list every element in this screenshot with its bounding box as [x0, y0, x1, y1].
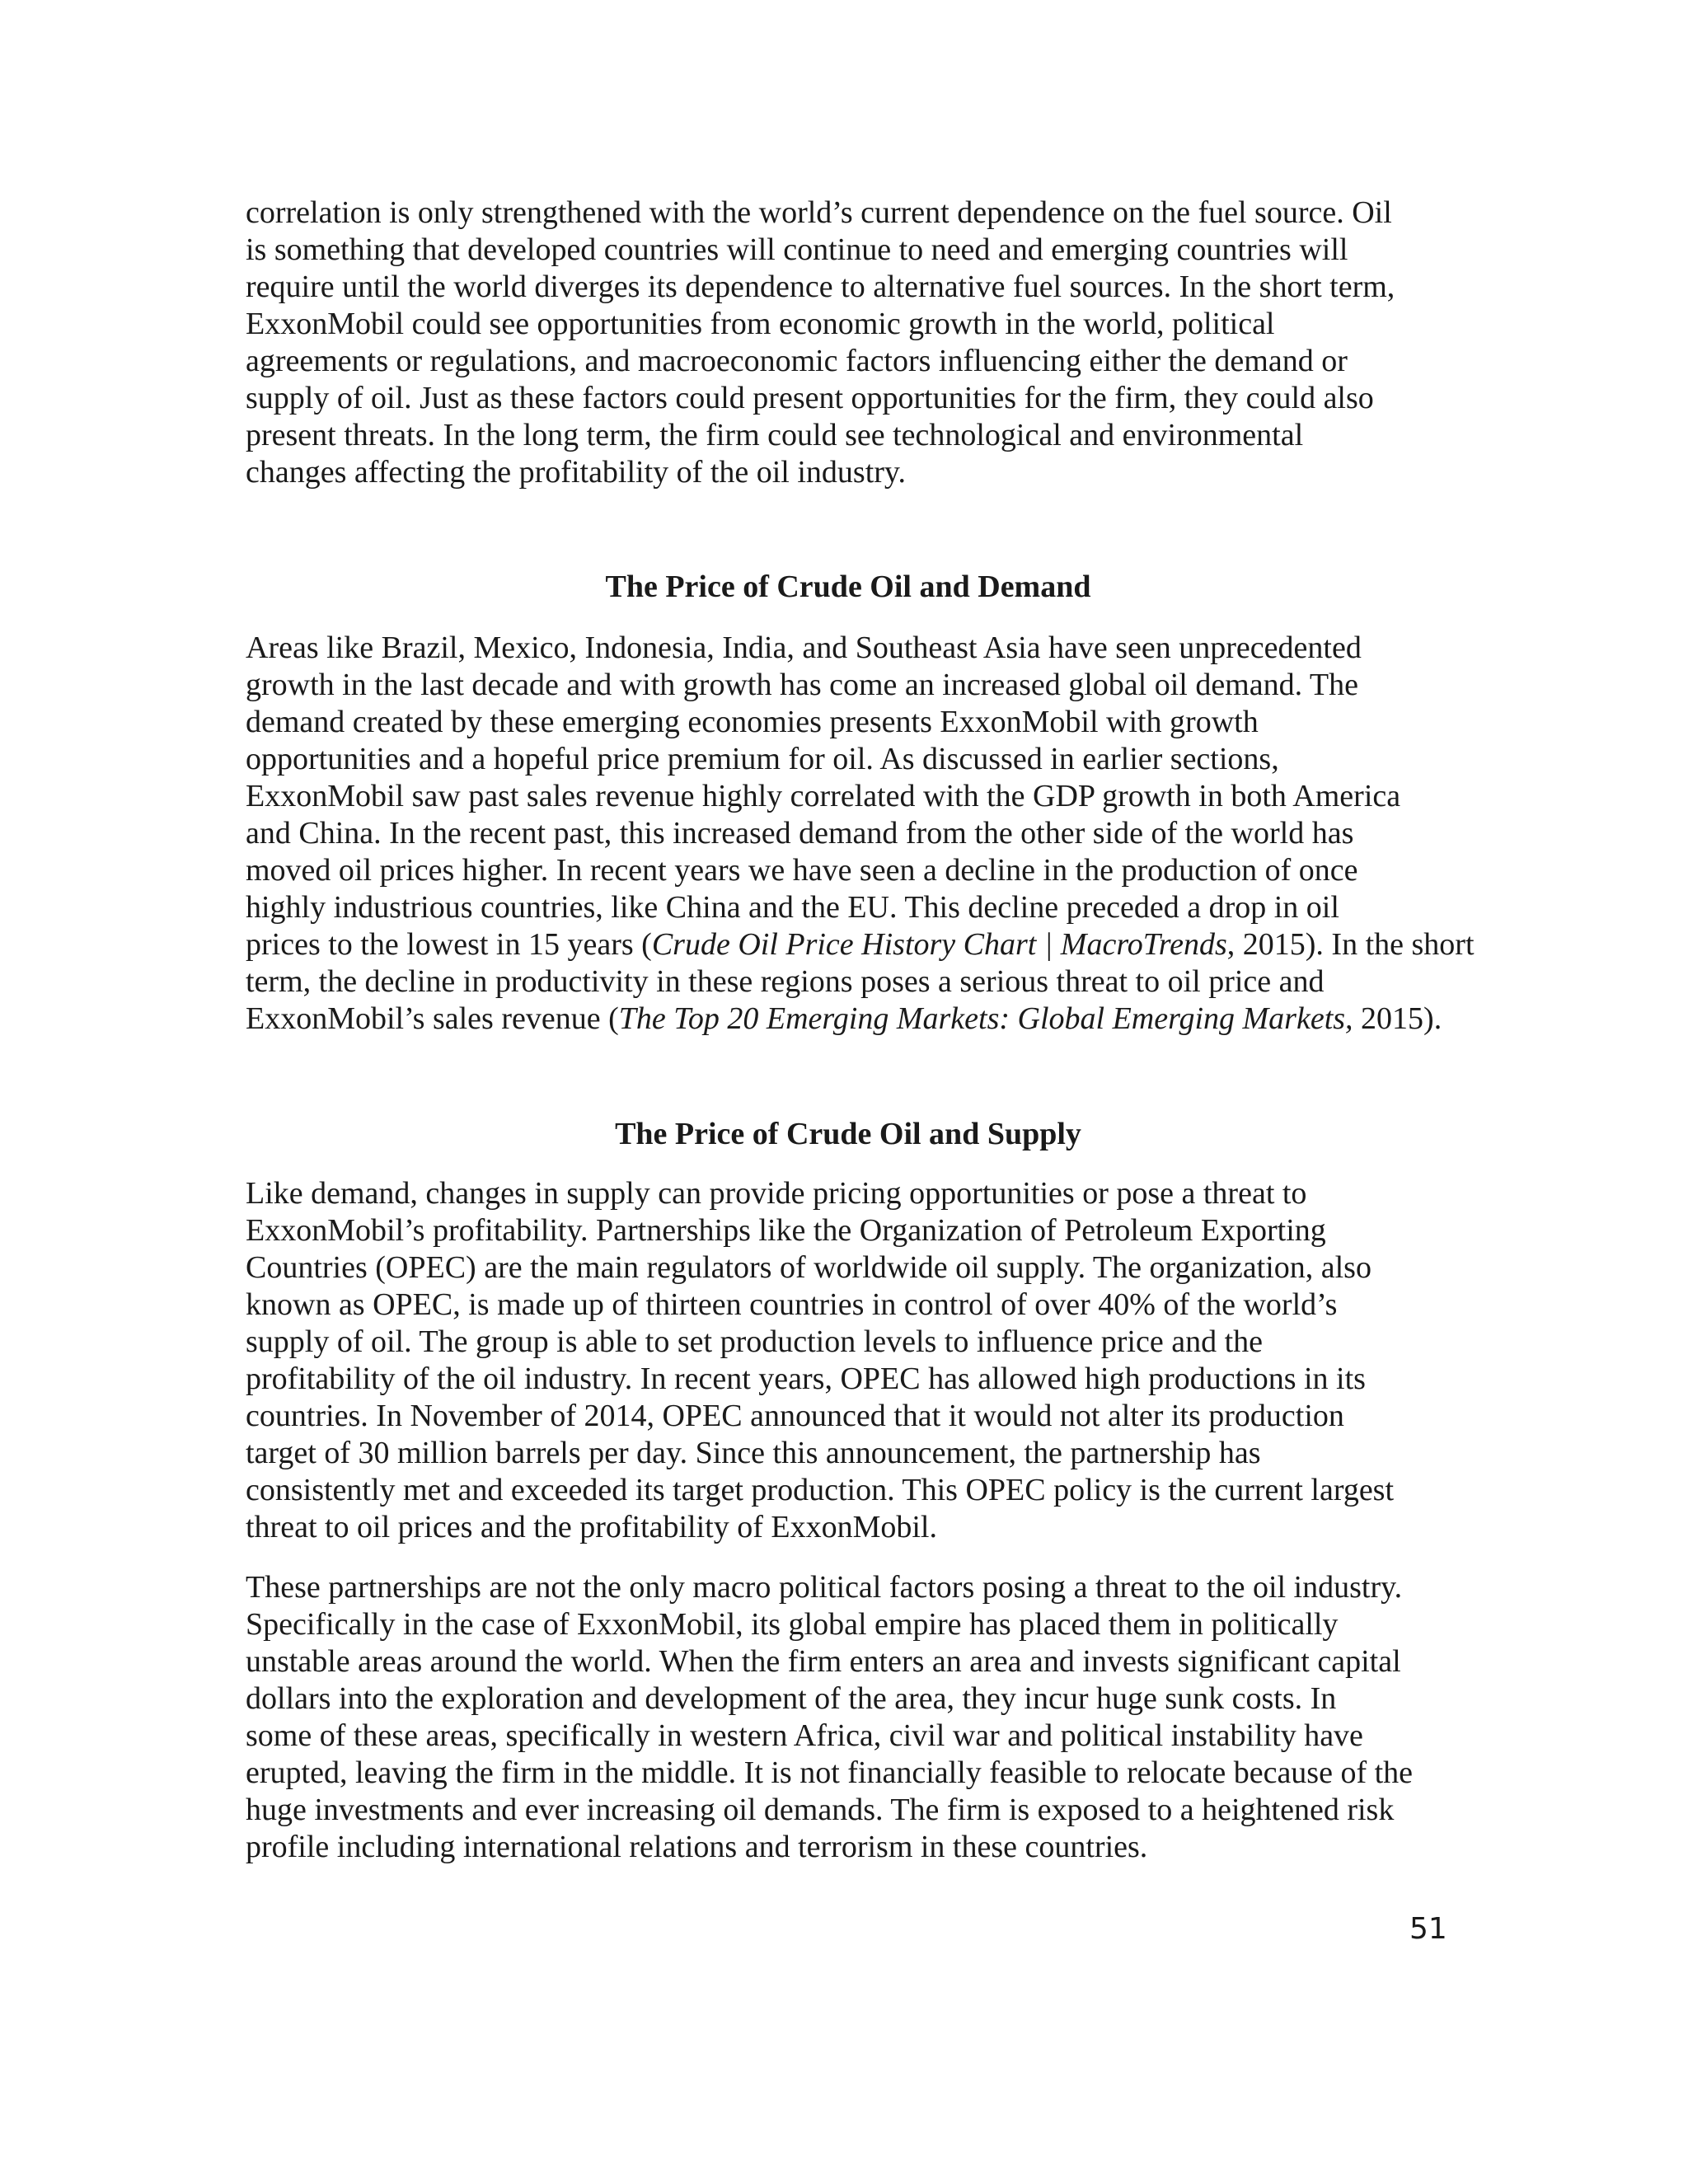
text-line: supply of oil. Just as these factors could present opportunities for the firm, they could also: [246, 381, 1374, 415]
line-text: , 2015). In the short: [1226, 927, 1475, 962]
text-line: Specifically in the case of ExxonMobil, its global empire has placed them in politically: [246, 1607, 1339, 1642]
text-line: consistently met and exceeded its target production. This OPEC policy is the current largest: [246, 1473, 1395, 1507]
text-line: known as OPEC, is made up of thirteen countries in control of over 40% of the world’s: [246, 1287, 1338, 1322]
text-line: countries. In November of 2014, OPEC announced that it would not alter its production: [246, 1399, 1344, 1433]
text-line: Countries (OPEC) are the main regulators of worldwide oil supply. The organization, also: [246, 1250, 1372, 1285]
text-line: Areas like Brazil, Mexico, Indonesia, India, and Southeast Asia have seen unprecedented: [246, 630, 1362, 665]
text-line: profile including international relations and terrorism in these countries.: [246, 1830, 1148, 1864]
line-text: 2015).: [1353, 1001, 1442, 1036]
paragraph-supply: [246, 1175, 1394, 1546]
text-line: target of 30 million barrels per day. Since this announcement, the partnership has: [246, 1436, 1261, 1470]
text-line: supply of oil. The group is able to set production levels to influence price and the: [246, 1324, 1263, 1359]
paragraph-intro: [246, 194, 1395, 491]
text-line: unstable areas around the world. When the firm enters an area and invests significant capital: [246, 1644, 1401, 1679]
text-line: opportunities and a hopeful price premium for oil. As discussed in earlier sections,: [246, 742, 1279, 776]
page-number: 51: [1409, 1912, 1447, 1946]
text-line: dollars into the exploration and development of the area, they incur huge sunk costs. In: [246, 1681, 1337, 1716]
text-line: erupted, leaving the firm in the middle. It is not financially feasible to relocate because of the: [246, 1755, 1414, 1790]
section-heading-supply: The Price of Crude Oil and Supply: [615, 1117, 1081, 1151]
text-line: highly industrious countries, like China and the EU. This decline preceded a drop in oil: [246, 890, 1339, 925]
citation-title: Crude Oil Price History Chart | MacroTrends: [651, 927, 1227, 962]
line-text: ExxonMobil’s sales revenue (: [246, 1001, 619, 1036]
text-line: require until the world diverges its dependence to alternative fuel sources. In the short term,: [246, 269, 1395, 304]
text-line: moved oil prices higher. In recent years we have seen a decline in the production of once: [246, 853, 1358, 888]
citation-title: The Top 20 Emerging Markets: Global Emerging Markets,: [618, 1001, 1353, 1036]
text-line: Like demand, changes in supply can provide pricing opportunities or pose a threat to: [246, 1176, 1307, 1211]
text-line: present threats. In the long term, the firm could see technological and environmental: [246, 418, 1304, 452]
paragraph-political-risk: [246, 1569, 1413, 1866]
text-line: profitability of the oil industry. In recent years, OPEC has allowed high productions in its: [246, 1361, 1366, 1396]
text-line: ExxonMobil could see opportunities from economic growth in the world, political: [246, 307, 1275, 341]
text-line: ExxonMobil saw past sales revenue highly correlated with the GDP growth in both America: [246, 779, 1401, 813]
text-line: demand created by these emerging economies presents ExxonMobil with growth: [246, 705, 1259, 739]
text-line: correlation is only strengthened with the world’s current dependence on the fuel source. Oil: [246, 195, 1392, 230]
text-line-with-citation: [246, 1001, 1475, 1038]
paragraph-demand: [246, 630, 1475, 1038]
text-line: threat to oil prices and the profitability of ExxonMobil.: [246, 1510, 937, 1544]
line-text: prices to the lowest in 15 years (: [246, 927, 652, 962]
text-line: term, the decline in productivity in these regions poses a serious threat to oil price and: [246, 964, 1325, 999]
text-line: growth in the last decade and with growth has come an increased global oil demand. The: [246, 668, 1359, 702]
text-line: huge investments and ever increasing oil demands. The firm is exposed to a heightened risk: [246, 1793, 1395, 1827]
text-line: and China. In the recent past, this increased demand from the other side of the world has: [246, 816, 1354, 851]
text-line: changes affecting the profitability of the oil industry.: [246, 455, 906, 490]
text-line: ExxonMobil’s profitability. Partnerships like the Organization of Petroleum Exporting: [246, 1213, 1326, 1248]
text-line: some of these areas, specifically in western Africa, civil war and political instability have: [246, 1718, 1363, 1753]
text-line: agreements or regulations, and macroeconomic factors influencing either the demand or: [246, 344, 1348, 378]
text-line: is something that developed countries will continue to need and emerging countries will: [246, 232, 1348, 267]
section-heading-demand: The Price of Crude Oil and Demand: [605, 569, 1091, 604]
text-line: These partnerships are not the only macro political factors posing a threat to the oil industry.: [246, 1570, 1403, 1605]
text-line-with-citation: [246, 926, 1475, 963]
